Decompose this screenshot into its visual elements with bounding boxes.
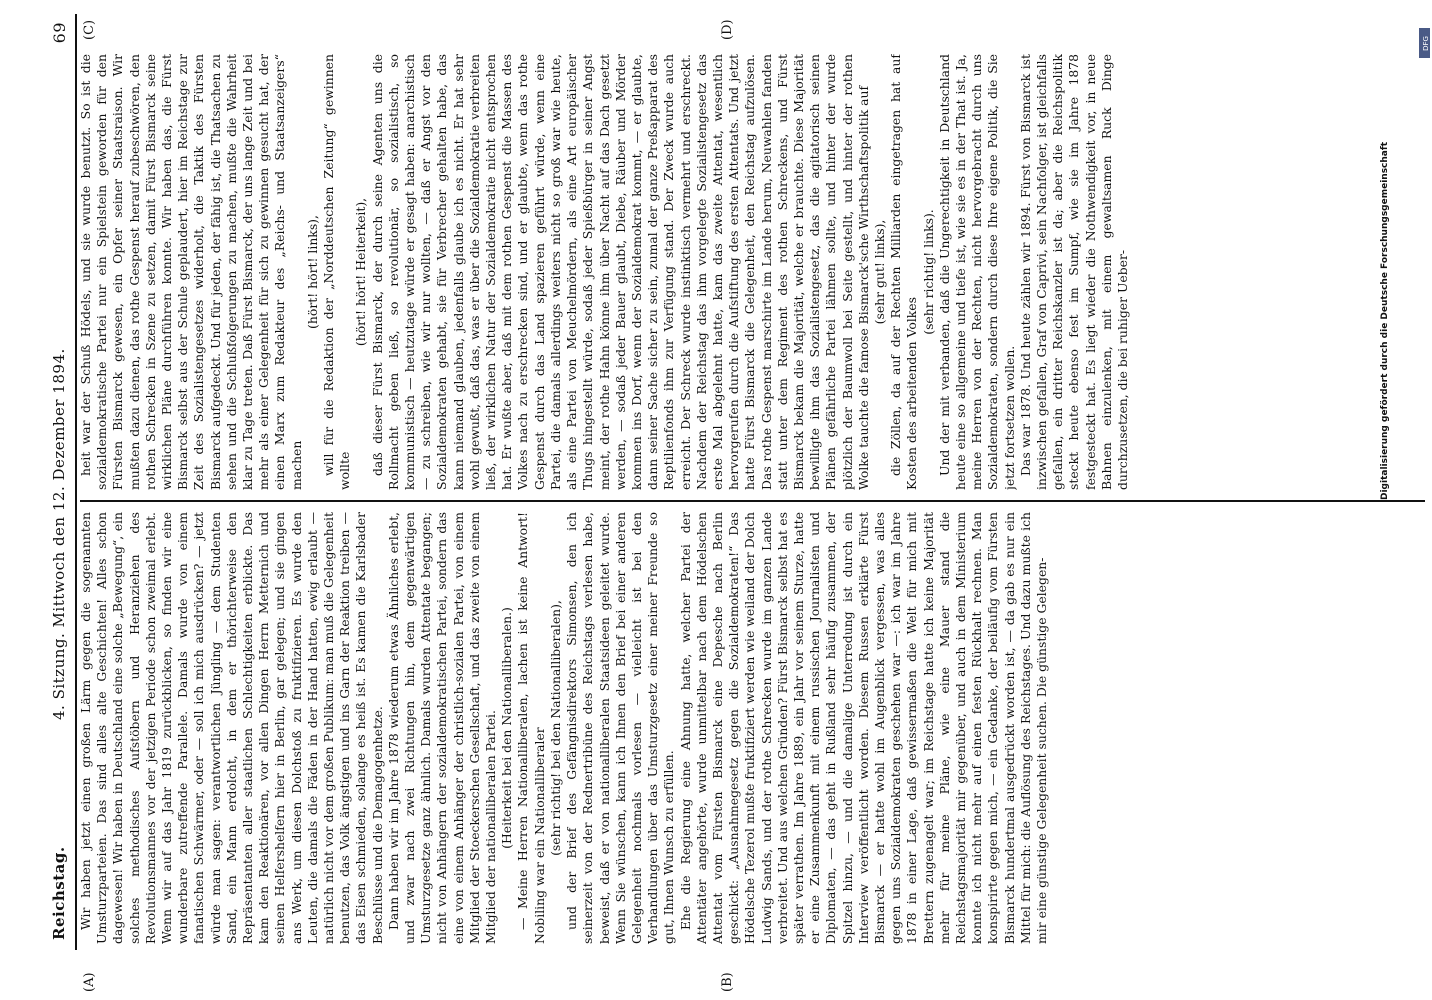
- paragraph: Das war 1878. Und heute zählen wir 1894. Fürst von Bismarck ist inzwischen gefallen, Graf von Caprivi, sein Nachfolger, ist gleichfalls gefallen, ein dritter Reichskanzler ist da; aber die Reichspolitik steckt heute ebenso fest im Sumpf, wie sie im Jahre 1878 festgesteckt hat. Es liegt wieder die Nothwendigkeit vor, in neue Bahnen einzulenken, mit einem gewaltsamen Ruck Dinge durchzusetzen, die bei ruhiger Ueber-: [1017, 54, 1130, 490]
- header-session-date: 4. Sitzung. Mittwoch den 12. Dezember 1894.: [50, 348, 68, 720]
- reaction-note: (hört! hört! Heiterkeit),: [353, 197, 369, 347]
- paragraph: die Zöllen, da auf der Rechten Milliarden eingetragen hat auf Kosten des arbeitenden Volkes: [888, 54, 920, 490]
- dfg-logo-text: DFG: [1421, 36, 1430, 51]
- margin-marker-d: (D): [720, 19, 735, 40]
- reaction-note: (Heiterkeit bei den Nationalliberalen.): [499, 607, 515, 849]
- reaction-note: (sehr gut! links),: [871, 219, 887, 325]
- paragraph: Wir haben jetzt einen großen Lärm gegen die sogenannten Umsturzparteien. Das sind alles alte Geschichten! Alles schon dagewesen! Wir haben in Deutschland eine solche „Bewegung“, ein solches methodisches Aufstöbern und Heranziehen des Revolutionsmannes vor der jetzigen Periode schon zweimal erlebt. Wenn wir auf das Jahr 1819 zurückblicken, so finden wir eine wunderbare zutreffende Parallele. Damals wurde von einem fanatischen Schwärmer, oder — soll ich mich ausdrücken? — jetzt würde man sagen: verantwortlichen Jüngling — dem Studenten Sand, ein Mann erdolcht, in dem er thörichterweise den Repräsentanten aller staatlichen Schlechtigkeiten erblickte. Das kam den Reaktionären, vor allen Dingen Herrn Metternich und seinen Helfershelfern hier in Berlin, gar gelegen; und sie gingen ans Werk, um diesen Dolchstoß zu fruktifizieren. Es wurde den Leuten, die damals die Fäden in der Hand hatten, ewig erlaubt — natürlich nicht vor dem großen Publikum: man muß die Gelegenheit benutzen, das Volk ängstigen und ins Garn der Reaktion treiben — das Eisen schmieden, solange es heiß ist. Es kamen die Karlsbader Beschlüsse und die Demagogenhetze.: [78, 512, 385, 944]
- margin-marker-c: (C): [82, 19, 97, 40]
- margin-marker-b: (B): [720, 972, 735, 992]
- paragraph: Dann haben wir im Jahre 1878 wiederum etwas Ähnliches erlebt, und zwar nach zwei Richtungen hin, dem gegenwärtigen Umsturzgesetze ganz ähnlich. Damals wurden Attentate begangen; nicht von Anhängern der sozialdemokratischen Partei, sondern das eine von einem Anhänger der christlich-sozialen Partei, von einem Mitglied der Stoeckerschen Gesellschaft, und das zweite von einem Mitglied der nationalliberalen Partei.: [385, 512, 499, 944]
- page-number: 69: [50, 22, 69, 44]
- reaction-note: (hört! hört! links),: [304, 215, 320, 329]
- column-divider: [80, 500, 1425, 502]
- paragraph: heit war der Schuß Hödels, und sie wurde benutzt. So ist die sozialdemokratische Partei nur ein Spielstein geworden für den Fürsten Bismarck gewesen, ein Opfer seiner Staatsraison. Wir mußten dazu dienen, das rothe Gespenst herauf zubeschwören, den rothen Schrecken in Szene zu setzen, damit Fürst Bismarck seine wirklichen Pläne durchführen konnte. Wir haben das, die Fürst Bismarck selbst aus der Schule geplaudert, hier im Reichstage zur Zeit des Sozialistengesetzes widerholt, die Taktik des Fürsten Bismarck aufgedeckt. Und für jeden, der fähig ist, die Thatsachen zu sehen und die Schlußfolgerungen zu machen, mußte die Wahrheit klar zu Tage treten. Daß Fürst Bismarck, der uns lange Zeit und bei mehr als einer Gelegenheit für sich zu gewinnen gesucht hat, der einen Marx zum Redakteur des „Reichs- und Staatsanzeigers“ machen: [78, 54, 304, 490]
- right-column: [78, 54, 1428, 490]
- paragraph: will für die Redaktion der „Norddeutschen Zeitung“ gewinnen wollte: [321, 54, 353, 490]
- digitization-credit: Digitalisierung gefördert durch die Deutsche Forschungsgemeinschaft: [1380, 141, 1390, 500]
- paragraph: — Meine Herren Nationalliberalen, lachen ist keine Antwort! Nobiling war ein Nationalliberaler: [515, 512, 547, 944]
- header-left-title: Reichstag.: [50, 846, 68, 940]
- reaction-note: (sehr richtig! bei den Nationalliberalen),: [547, 600, 563, 856]
- left-column: [78, 512, 1428, 944]
- reaction-note: (sehr richtig! links).: [920, 209, 936, 335]
- paragraph: Ehe die Regierung eine Ahnung hatte, welcher Partei der Attentäter angehörte, wurde unmittelbar nach dem Hödelschen Attentat vom Fürsten Bismarck eine Depesche nach Berlin geschickt: „Ausnahmegesetz gegen die Sozialdemokraten!“ Das Hödelsche Tezerol mußte fruktifiziert werden wie weiland der Dolch Ludwig Sands, und der rothe Schrecken wurde im ganzen Lande verbreitet. Und aus welchen Gründen? Fürst Bismarck selbst hat es später verrathen. Im Jahre 1889, ein Jahr vor seinem Sturze, hatte er eine Zusammenkunft mit einem russischen Journalisten und Diplomaten, — das geht in Rußland sehr häufig zusammen, der Spitzel hinzu, — und die damalige Unterredung ist durch ein Interview veröffentlicht worden. Diesem Russen erklärte Fürst Bismarck — er hatte wohl im Augenblick vergessen, was alles gegen uns Sozialdemokraten geschehen war —: ich war im Jahre 1878 in einer Lage, daß gewissermaßen die Welt für mich mit Brettern zugenagelt war; im Reichstage hatte ich keine Majorität mehr für meine Pläne, wie eine Mauer stand die Reichstagsmajorität mir gegenüber, und auch in dem Ministerium konnte ich nicht mehr auf einen festen Rückhalt rechnen. Man konspirirte gegen mich, — ein Gedanke, der beiläufig vom Fürsten Bismarck hundertmal ausgedrückt worden ist, — da gab es nur ein Mittel für mich: die Auflösung des Reichstages. Und dazu mußte ich mir eine günstige Gelegenheit suchen. Die günstige Gelegen-: [677, 512, 1049, 944]
- paragraph: und der Brief des Gefängnisdirektors Simonsen, den ich seinerzeit von der Rednertribüne des Reichstags verlesen habe, beweist, daß er von nationalliberalen Staatsideen geleitet wurde. Wenn Sie wünschen, kann ich Ihnen den Brief bei einer anderen Gelegenheit nochmals vorlesen — vielleicht ist bei den Verhandlungen über das Umsturzgesetz einer meiner Freunde so gut, Ihnen Wunsch zu erfüllen.: [564, 512, 677, 944]
- margin-marker-a: (A): [82, 972, 97, 992]
- paragraph: daß dieser Fürst Bismarck, der durch seine Agenten uns die Rollmacht geben ließ, so revolutionär, so sozialistisch, so kommunistisch — heutzutage würde er gesagt haben: anarchistisch — zu schreiben, wie wir nur wollten, — daß er Angst vor den Sozialdemokraten gehabt, sie für Verbrecher gehalten habe, das kann niemand glauben, jedenfalls glaube ich es nicht. Er hat sehr wohl gewußt, daß das, was er über die Sozialdemokratie verbreiten ließ, der wirklichen Natur der Sozialdemokratie nicht entsprochen hat. Er wußte aber, daß mit dem rothen Gespenst die Massen des Volkes nach zu erschrecken sind, und er glaubte, wenn das rothe Gespenst durch das Land spazieren geführt würde, wenn eine Partei, die damals allerdings weiters nicht so groß war wie heute, als eine Partei von Meuchelmördern, als eine Art europäischer Thugs hingestellt würde, sodaß jeder Spießbürger in seiner Angst meint, der rothe Hahn könne ihm über Nacht auf das Dach gesetzt werden, — sodaß jeder Bauer glaubt, Diebe, Räuber und Mörder kommen ins Dorf, wenn der Sozialdemokrat kommt, — er glaubte, dann seiner Sache sicher zu sein, zumal der ganze Preßapparat des Reptilienfonds ihm zur Verfügung stand. Der Zweck wurde auch erreicht. Der Schreck wurde instinktisch vermehrt und erschreckt. Nachdem der Reichstag das ihm vorgelegte Sozialistengesetz das erste Mal abgelehnt hatte, kam das zweite Attentat, wesentlich hervorgerufen durch die Aufstiftung des ersten Attentats. Und jetzt hatte Fürst Bismarck die Gelegenheit, den Reichstag aufzulösen. Das rothe Gespenst marschirte im Lande herum, Neuwahlen fanden statt unter dem Regiment des rothen Schreckens, und Fürst Bismarck bekam die Majorität, welche er brauchte. Diese Majorität bewilligte ihm das Sozialistengesetz, das die agitatorisch seinen Plänen gefährliche Partei lähmen sollte, und hinter der wurde plötzlich der Baumwoll bei Seite gestellt, und hinter der rothen Wolke tauchte die famose Bismarck'sche Wirthschaftspolitik auf: [369, 54, 871, 490]
- dfg-logo: [1419, 28, 1430, 58]
- header-rule: [75, 14, 77, 950]
- paragraph: Und der mit verbanden, daß die Ungerechtigkeit in Deutschland heute eine so allgemeine und tiefe ist, wie sie es in der That ist. Ja, meine Herren von der Rechten, nicht hervorgebracht durch uns Sozialdemokraten, sondern durch diese Ihre eigene Politik, die Sie jetzt fortsetzen wollen.: [936, 54, 1017, 490]
